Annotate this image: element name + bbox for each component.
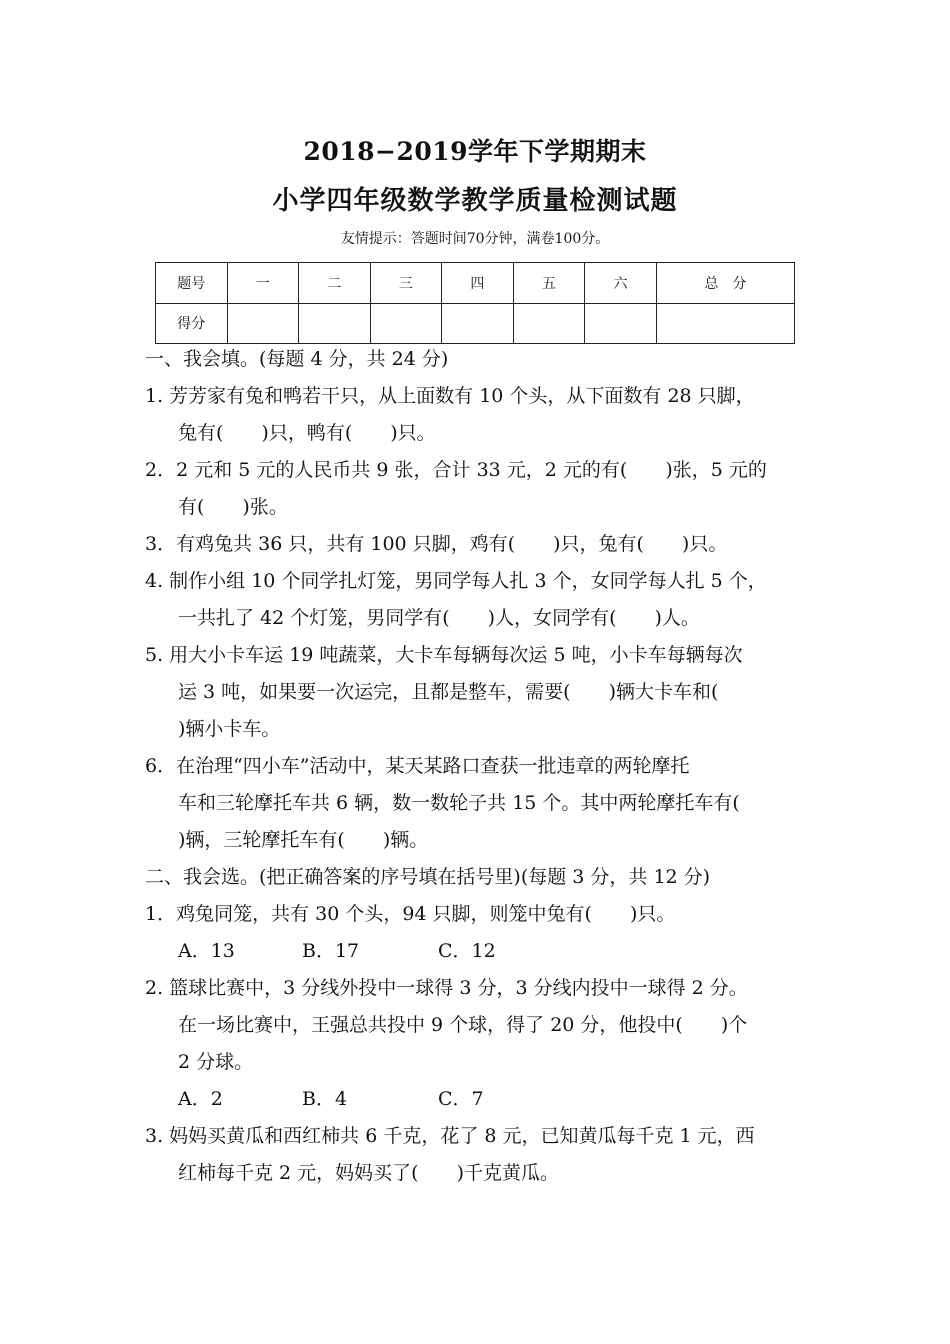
score-cell: 四 (442, 263, 514, 304)
question-line: 兔有( )只，鸭有( )只。 (178, 422, 436, 444)
question-line: 1. 芳芳家有兔和鸭若干只，从上面数有 10 个头，从下面数有 28 只脚， (145, 385, 755, 407)
score-input-cell[interactable] (370, 303, 442, 344)
score-input-cell[interactable] (299, 303, 371, 344)
score-cell: 五 (513, 263, 585, 304)
score-input-cell[interactable] (585, 303, 657, 344)
option-a: A．2 (178, 1088, 223, 1110)
question-line: 运 3 吨，如果要一次运完，且都是整车，需要( )辆大卡车和( (178, 681, 719, 703)
question-line: 在一场比赛中，王强总共投中 9 个球，得了 20 分，他投中( )个 (178, 1014, 748, 1036)
score-cell: 一 (227, 263, 299, 304)
score-cell: 六 (585, 263, 657, 304)
page-title: 小学四年级数学教学质量检测试题 (272, 186, 678, 216)
question-line: 2．2 元和 5 元的人民币共 9 张，合计 33 元，2 元的有( )张，5 元的 (145, 459, 767, 481)
score-cell-label: 得分 (156, 303, 228, 344)
option-b: B．4 (302, 1088, 348, 1110)
option-c: C．7 (438, 1088, 484, 1110)
question-line: 红柿每千克 2 元，妈妈买了( )千克黄瓜。 (178, 1162, 559, 1184)
score-table-header-row (156, 263, 795, 304)
option-c: C．12 (438, 940, 496, 962)
question-line: 车和三轮摩托车共 6 辆，数一数轮子共 15 个。其中两轮摩托车有( (178, 792, 740, 814)
title-year: 2018−2019学年下学期期末 (303, 137, 647, 166)
question-line: 2. 篮球比赛中，3 分线外投中一球得 3 分，3 分线内投中一球得 2 分。 (145, 977, 748, 999)
score-cell-total: 总 分 (656, 263, 794, 304)
question-line: 6．在治理“四小车”活动中，某天某路口查获一批违章的两轮摩托 (145, 755, 690, 777)
score-table-score-row (156, 303, 795, 344)
question-line: 5. 用大小卡车运 19 吨蔬菜，大卡车每辆每次运 5 吨，小卡车每辆每次 (145, 644, 743, 666)
tip-text: 友情提示：答题时间70分钟，满卷100分。 (340, 231, 610, 247)
question-line: 一共扎了 42 个灯笼，男同学有( )人，女同学有( )人。 (178, 607, 700, 629)
options-row (145, 1081, 825, 1118)
score-input-cell-total[interactable] (656, 303, 794, 344)
question-line: )辆，三轮摩托车有( )辆。 (178, 829, 429, 851)
score-input-cell[interactable] (513, 303, 585, 344)
question-line: 1．鸡兔同笼，共有 30 个头，94 只脚，则笼中兔有( )只。 (145, 903, 676, 925)
question-line: )辆小卡车。 (178, 718, 281, 740)
exam-content (145, 341, 825, 1192)
section1-heading: 一、我会填。(每题 4 分，共 24 分) (145, 348, 449, 370)
section2-heading: 二、我会选。(把正确答案的序号填在括号里)(每题 3 分，共 12 分) (145, 866, 711, 888)
score-table (155, 262, 795, 344)
question-line: 3．有鸡兔共 36 只，共有 100 只脚，鸡有( )只，兔有( )只。 (145, 533, 728, 555)
question-line: 3. 妈妈买黄瓜和西红柿共 6 千克，花了 8 元，已知黄瓜每千克 1 元，西 (145, 1125, 755, 1147)
score-cell: 三 (370, 263, 442, 304)
score-input-cell[interactable] (227, 303, 299, 344)
options-row (145, 933, 825, 970)
option-b: B．17 (302, 940, 360, 962)
option-a: A．13 (178, 940, 235, 962)
score-cell: 二 (299, 263, 371, 304)
question-line: 2 分球。 (178, 1051, 254, 1073)
score-cell: 题号 (156, 263, 228, 304)
question-line: 有( )张。 (178, 496, 288, 518)
question-line: 4. 制作小组 10 个同学扎灯笼，男同学每人扎 3 个，女同学每人扎 5 个， (145, 570, 767, 592)
score-input-cell[interactable] (442, 303, 514, 344)
